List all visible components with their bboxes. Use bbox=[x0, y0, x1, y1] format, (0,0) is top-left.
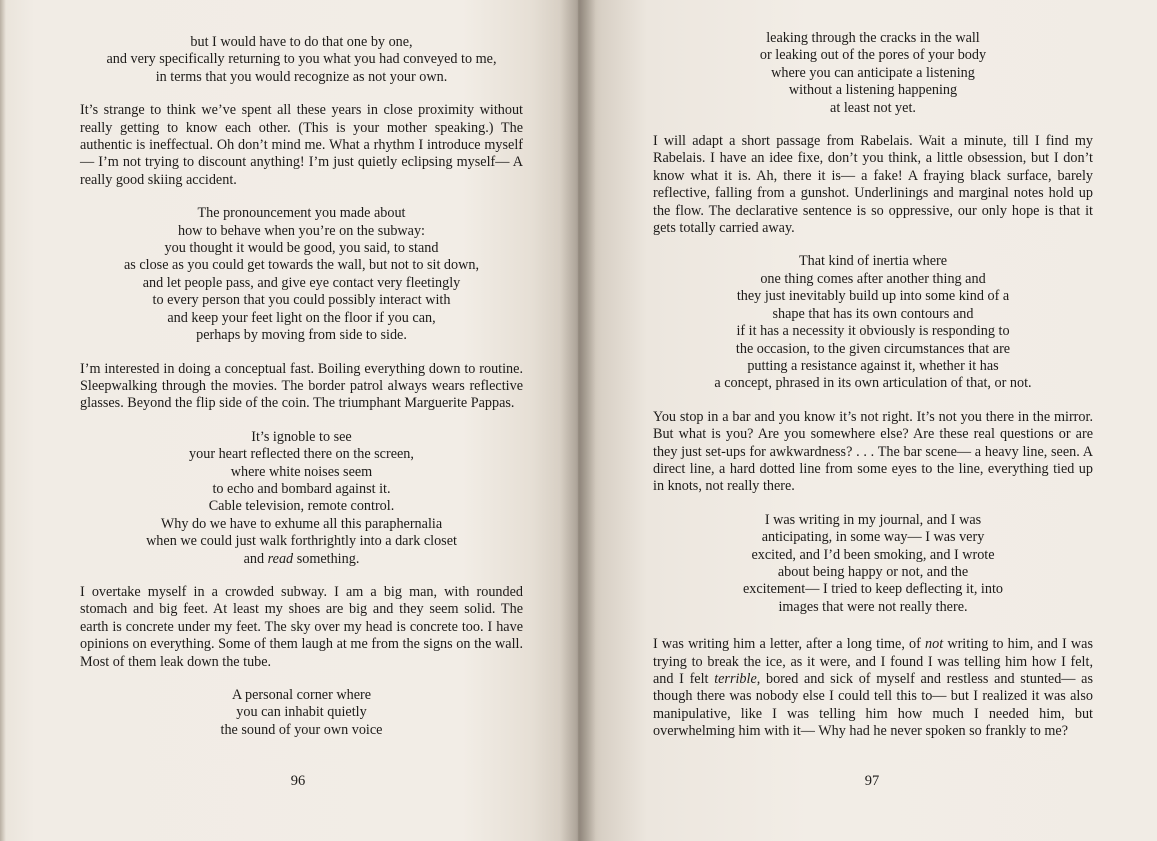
verse-line: to every person that you could possibly interact with bbox=[152, 292, 451, 309]
verse-block bbox=[80, 687, 523, 739]
verse-line: one thing comes after another thing and bbox=[760, 270, 986, 287]
verse-line: or leaking out of the pores of your body bbox=[759, 47, 987, 64]
verse-line: Cable television, remote control. bbox=[208, 498, 395, 515]
verse-line: and read something. bbox=[243, 550, 360, 567]
verse-line: the occasion, to the given circumstances that are bbox=[735, 340, 1011, 357]
verse-line: your heart reflected there on the screen, bbox=[189, 446, 414, 463]
verse-line: and very specifically returning to you what you had conveyed to me, bbox=[106, 51, 497, 68]
verse-line: about being happy or not, and the bbox=[777, 563, 969, 580]
verse-line: they just inevitably build up into some kind of a bbox=[736, 288, 1010, 305]
verse-line: putting a resistance against it, whether it has bbox=[747, 357, 999, 374]
right-page-text bbox=[653, 30, 1093, 757]
prose-paragraph: I was writing him a letter, after a long time, of not writing to him, and I was trying to break the ice, as it were, and I found I was telling him how I felt, and I felt terrible, bored and sick of myself and restless and stunted— as though there was nobody else I could tell this to— but I realized it was also manipulative, like I was telling him how much I needed him, but overwhelming him with it— Why had he never spoken so frankly to me? bbox=[653, 636, 1093, 740]
verse-block bbox=[653, 253, 1093, 392]
verse-line: as close as you could get towards the wall, but not to sit down, bbox=[123, 257, 480, 274]
verse-line: the sound of your own voice bbox=[220, 721, 383, 738]
verse-line: leaking through the cracks in the wall bbox=[766, 30, 980, 46]
page-number: 97 bbox=[864, 773, 880, 789]
verse-line: if it has a necessity it obviously is responding to bbox=[736, 323, 1010, 340]
prose-paragraph: You stop in a bar and you know it’s not right. It’s not you there in the mirror. But what is you? Are you somewhere else? Are these real questions or are they just set-ups for awkwardness? . . . The bar scene— a heavy line, seen. A direct line, a hard dotted line from some eyes to the line, everything tied up in knots, not really there. bbox=[653, 408, 1093, 495]
verse-line: and let people pass, and give eye contact very fleetingly bbox=[142, 274, 461, 291]
verse-line: I was writing in my journal, and I was bbox=[764, 511, 982, 528]
verse-block bbox=[80, 205, 523, 344]
verse-line: The pronouncement you made about bbox=[197, 205, 406, 222]
left-page-text bbox=[80, 34, 523, 755]
italic-word: not bbox=[925, 636, 944, 653]
right-page bbox=[578, 0, 1157, 841]
verse-line: A personal corner where bbox=[231, 687, 372, 703]
verse-line: you thought it would be good, you said, to stand bbox=[164, 240, 439, 257]
prose-paragraph: I overtake myself in a crowded subway. I am a big man, with rounded stomach and big feet. At least my shoes are big and they seem solid. The earth is concrete under my feet. The sky over my head is concrete too. I have opinions on everything. Some of them laugh at me from the signs on the wall. Most of them leak down the tube. bbox=[80, 583, 523, 670]
verse-line: but I would have to do that one by one, bbox=[190, 34, 413, 50]
verse-line: excitement— I tried to keep deflecting it, into bbox=[742, 581, 1004, 598]
verse-line: images that were not really there. bbox=[778, 598, 968, 615]
italic-word: terrible bbox=[714, 671, 757, 687]
prose-paragraph: I will adapt a short passage from Rabelais. Wait a minute, till I find my Rabelais. I have an idee fixe, don’t you think, a little obsession, but I don’t know what it is. Ah, there it is— a fake! A fraying black surface, barely reflective, falling from a gunshot. Underlinings and marginal notes hold up the flow. The declarative sentence is so oppressive, our only hope is that it gets totally carried away. bbox=[653, 133, 1093, 237]
verse-line: how to behave when you’re on the subway: bbox=[177, 222, 426, 239]
verse-line: you can inhabit quietly bbox=[236, 704, 367, 721]
prose-paragraph: I’m interested in doing a conceptual fast. Boiling everything down to routine. Sleepwalking through the movies. The border patrol always wears reflective glasses. Beyond the flip side of the coin. The triumphant Marguerite Pappas. bbox=[80, 360, 523, 412]
verse-block bbox=[653, 30, 1093, 117]
verse-block bbox=[80, 429, 523, 568]
verse-line: excited, and I’d been smoking, and I wrote bbox=[751, 546, 995, 563]
verse-block bbox=[80, 34, 523, 86]
verse-line: where white noises seem bbox=[230, 463, 373, 480]
verse-block bbox=[653, 512, 1093, 616]
verse-line: and keep your feet light on the floor if you can, bbox=[167, 309, 436, 326]
verse-line: when we could just walk forthrightly into a dark closet bbox=[146, 533, 457, 550]
verse-line: to echo and bombard against it. bbox=[212, 480, 391, 497]
verse-line: anticipating, in some way— I was very bbox=[761, 529, 985, 546]
verse-line: at least not yet. bbox=[830, 99, 916, 116]
left-page bbox=[0, 0, 578, 841]
verse-line: perhaps by moving from side to side. bbox=[196, 327, 407, 344]
verse-line: where you can anticipate a listening bbox=[771, 64, 975, 81]
prose-paragraph: It’s strange to think we’ve spent all these years in close proximity without really getting to know each other. (This is your mother speaking.) The authentic is ineffectual. Oh don’t mind me. What a rhythm I introduce myself— I’m not trying to discount anything! I’m just quietly eclipsing myself— A really good skiing accident. bbox=[80, 102, 523, 188]
verse-line: That kind of inertia where bbox=[798, 253, 948, 270]
verse-line: Why do we have to exhume all this paraphernalia bbox=[160, 515, 443, 532]
page-number: 96 bbox=[290, 773, 306, 789]
verse-line: without a listening happening bbox=[788, 82, 958, 99]
verse-line: It’s ignoble to see bbox=[251, 428, 352, 445]
italic-word: read bbox=[267, 550, 294, 567]
verse-line: in terms that you would recognize as not your own. bbox=[155, 68, 448, 85]
verse-line: shape that has its own contours and bbox=[772, 305, 974, 322]
verse-line: a concept, phrased in its own articulation of that, or not. bbox=[714, 375, 1032, 392]
